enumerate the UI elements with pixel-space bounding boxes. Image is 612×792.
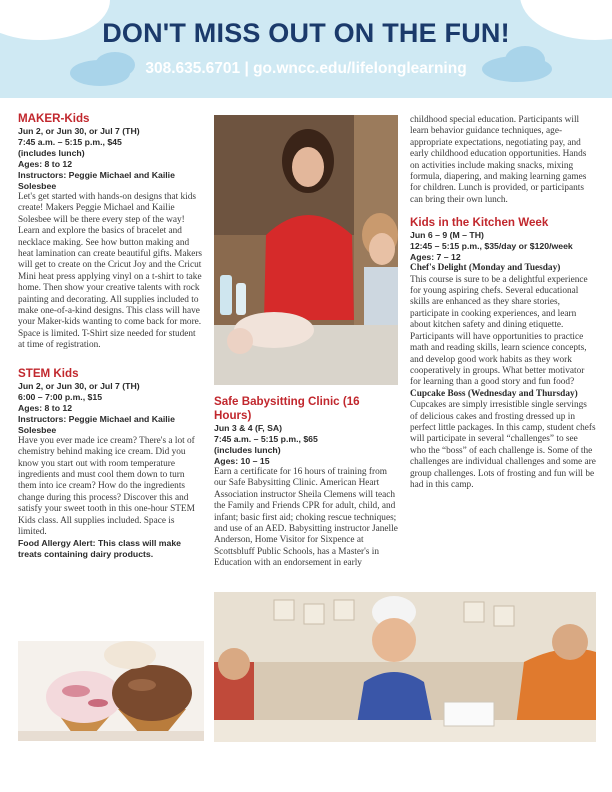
babysitting-time: 7:45 a.m. – 5:15 p.m., $65: [214, 434, 318, 444]
left-column: [18, 112, 204, 560]
kitchen-ages: Ages: 7 – 12: [410, 252, 461, 263]
babysitting-description-continued: childhood special education. Participants will learn behavior guidance techniques, age-appropriate expectations, negotiating pay, and early childhood education opportunities. Hands on activities include making snacks, mixing formula, diapering, and making learning games for children. Lunch is provided, or participants can bring their own lunch.: [410, 115, 587, 205]
chefs-delight-text: This course is sure to be a delightful experience for young aspiring chefs. Several educational skills are enhanced as they share stories, participate in cooking experiences, and learn about kitchen safety and dining etiquette. Participants will have opportunities to practice math and reading skills, learn science concepts, and develop good work habits as they work cooperatively in groups. What better motivator for learning than a good story and fun food?: [410, 274, 588, 388]
stem-kids-instructors: Instructors: Peggie Michael and Kailie Solesbee: [18, 413, 175, 435]
maker-kids-dates: Jun 2, or Jun 30, or Jul 7 (TH): [18, 126, 140, 136]
stem-kids-ages: Ages: 8 to 12: [18, 402, 73, 413]
header-banner: [0, 0, 612, 98]
cupcake-boss-text: Cupcakes are simply irresistible single servings of delicious cakes and frosting dressed up in perfect little packages. In this camp, student chefs will participate in several “challenges” to see who the “boss” of each challenge is. Some of the challenges are individual challenges and some are group challenges. Lots of frosting and fun will be had in this camp.: [410, 400, 596, 490]
maker-kids-description: Let's get started with hands-on designs that kids create! Makers Peggie Michael and Kailie Solesbee will be there every step of the way! Learn and explore the basics of bracelet and necklace making. See how button making and heat lamination can create beautiful gifts. Makers will get to create on the Cricut Joy and the Cricut Mini heat press applying vinyl on a t-shirt to take home. Then show your creative talents with rock painting and decorating. All supplies included to make one-of-a-kind designs. This class will have your Maker-kids wanting to come back for more. Space is limited. T-Shirt size needed for student at time of registration.: [18, 192, 203, 351]
contact-line[interactable]: 308.635.6701 | go.wncc.edu/lifelonglearning: [145, 60, 467, 77]
maker-kids-time: 7:45 a.m. – 5:15 p.m., $45: [18, 137, 122, 147]
stem-kids-title: STEM Kids: [18, 366, 79, 380]
maker-kids-ages: Ages: 8 to 12: [18, 159, 73, 169]
cupcake-boss-title: Cupcake Boss (Wednesday and Thursday): [410, 388, 578, 399]
stem-kids-time: 6:00 – 7:00 p.m., $15: [18, 391, 103, 402]
babysitting-lunch: (includes lunch): [214, 445, 281, 455]
stem-kids-dates: Jun 2, or Jun 30, or Jul 7 (TH): [18, 380, 140, 391]
kitchen-time: 12:45 – 5:15 p.m., $35/day or $120/week: [410, 241, 573, 252]
page-title: DON'T MISS OUT ON THE FUN!: [102, 18, 510, 48]
maker-kids-instructors: Instructors: Peggie Michael and Kailie Solesbee: [18, 170, 175, 191]
kitchen-dates: Jun 6 – 9 (M – TH): [410, 230, 484, 241]
babysitting-title: Safe Babysitting Clinic (16 Hours): [214, 395, 360, 422]
stem-kids-description: Have you ever made ice cream? There's a lot of chemistry behind making ice cream. Did you know you start out with room temperature ingredients and must cool them down to turn them into ice cream? How do the ingredients change during this process? Discover this and satisfy your sweet tooth in this one-hour STEM Kids class. All supplies included. Space is limited.: [18, 435, 195, 537]
maker-kids-title: MAKER-Kids: [18, 112, 90, 125]
babysitting-description: Earn a certificate for 16 hours of training from our Safe Babysitting Clinic. American Heart Association instructor Sheila Clemens will teach the Family and Friends CPR for adult, child, and infant; basic first aid; choking rescue techniques; and use of an AED. Babysitting instructor Janelle Anderson, Home Visitor for Sixpence at Scottsbluff Public Schools, has a Master's in Education with an endorsement in early: [214, 467, 398, 569]
food-allergy-alert: Food Allergy Alert: This class will make treats containing dairy products.: [18, 538, 182, 560]
chefs-delight-title: Chef's Delight (Monday and Tuesday): [410, 263, 561, 274]
kitchen-title: Kids in the Kitchen Week: [410, 216, 549, 230]
middle-column: [214, 395, 400, 570]
babysitting-photo: [214, 115, 398, 385]
kitchen-photo: [214, 592, 596, 742]
right-column: [410, 115, 596, 491]
babysitting-dates: Jun 3 & 4 (F, SA): [214, 423, 283, 433]
maker-kids-lunch: (includes lunch): [18, 148, 85, 158]
babysitting-ages: Ages: 10 – 15: [214, 456, 270, 466]
ice-cream-photo: [18, 641, 204, 741]
